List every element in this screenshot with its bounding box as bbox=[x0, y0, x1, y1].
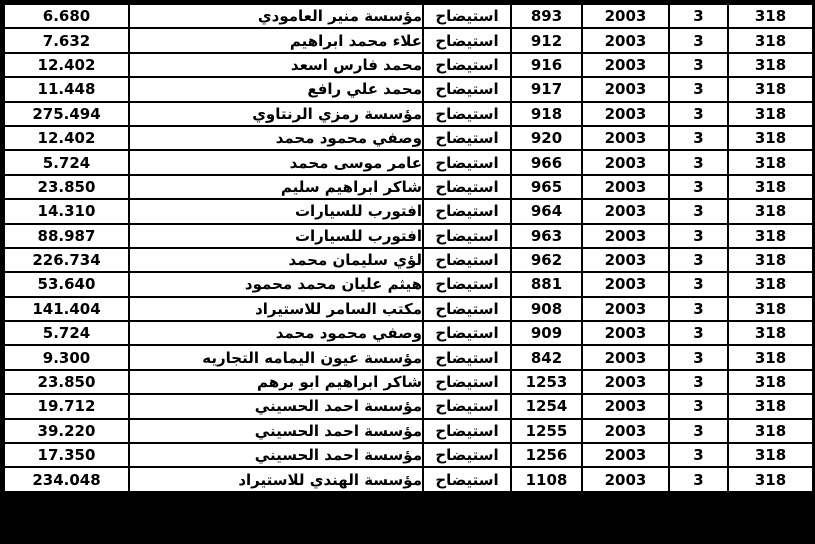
table-row bbox=[5, 29, 812, 51]
records-table bbox=[3, 3, 814, 493]
amount-cell[interactable]: 5.724 bbox=[5, 322, 128, 344]
amount-cell[interactable]: 141.404 bbox=[5, 298, 128, 320]
account-cell[interactable]: 318 bbox=[729, 176, 812, 198]
code-cell[interactable]: 3 bbox=[670, 127, 727, 149]
type-cell[interactable]: استيضاح bbox=[424, 103, 510, 125]
name-cell[interactable]: مؤسسة رمزي الرنتاوي bbox=[130, 103, 422, 125]
table-row bbox=[5, 468, 812, 490]
type-cell[interactable]: استيضاح bbox=[424, 127, 510, 149]
amount-cell[interactable]: 14.310 bbox=[5, 200, 128, 222]
code-cell[interactable]: 3 bbox=[670, 151, 727, 173]
account-cell[interactable]: 318 bbox=[729, 444, 812, 466]
table-row bbox=[5, 176, 812, 198]
name-cell[interactable]: مؤسسة احمد الحسيني bbox=[130, 444, 422, 466]
account-cell[interactable]: 318 bbox=[729, 200, 812, 222]
number-cell[interactable]: 912 bbox=[512, 29, 581, 51]
code-cell[interactable]: 3 bbox=[670, 395, 727, 417]
year-cell[interactable]: 2003 bbox=[583, 395, 668, 417]
amount-cell[interactable]: 11.448 bbox=[5, 78, 128, 100]
year-cell[interactable]: 2003 bbox=[583, 322, 668, 344]
name-cell[interactable]: شاكر ابراهيم سليم bbox=[130, 176, 422, 198]
account-cell[interactable]: 318 bbox=[729, 395, 812, 417]
account-cell[interactable]: 318 bbox=[729, 151, 812, 173]
type-cell[interactable]: استيضاح bbox=[424, 78, 510, 100]
number-cell[interactable]: 842 bbox=[512, 346, 581, 368]
code-cell[interactable]: 3 bbox=[670, 420, 727, 442]
name-cell[interactable]: مؤسسة احمد الحسيني bbox=[130, 420, 422, 442]
year-cell[interactable]: 2003 bbox=[583, 29, 668, 51]
number-cell[interactable]: 881 bbox=[512, 273, 581, 295]
code-cell[interactable]: 3 bbox=[670, 176, 727, 198]
table-row bbox=[5, 444, 812, 466]
name-cell[interactable]: هيثم عليان محمد محمود bbox=[130, 273, 422, 295]
amount-cell[interactable]: 39.220 bbox=[5, 420, 128, 442]
amount-cell[interactable]: 88.987 bbox=[5, 225, 128, 247]
type-cell[interactable]: استيضاح bbox=[424, 346, 510, 368]
table-row bbox=[5, 371, 812, 393]
table-row bbox=[5, 5, 812, 27]
year-cell[interactable]: 2003 bbox=[583, 249, 668, 271]
amount-cell[interactable]: 19.712 bbox=[5, 395, 128, 417]
code-cell[interactable]: 3 bbox=[670, 298, 727, 320]
name-cell[interactable]: محمد فارس اسعد bbox=[130, 54, 422, 76]
code-cell[interactable]: 3 bbox=[670, 444, 727, 466]
name-cell[interactable]: مؤسسة الهندي للاستيراد bbox=[130, 468, 422, 490]
year-cell[interactable]: 2003 bbox=[583, 103, 668, 125]
number-cell[interactable]: 908 bbox=[512, 298, 581, 320]
account-cell[interactable]: 318 bbox=[729, 54, 812, 76]
table-row bbox=[5, 78, 812, 100]
code-cell[interactable]: 3 bbox=[670, 371, 727, 393]
code-cell[interactable]: 3 bbox=[670, 225, 727, 247]
amount-cell[interactable]: 226.734 bbox=[5, 249, 128, 271]
type-cell[interactable]: استيضاح bbox=[424, 5, 510, 27]
amount-cell[interactable]: 12.402 bbox=[5, 54, 128, 76]
table-body bbox=[5, 5, 812, 491]
name-cell[interactable]: مكتب السامر للاستيراد bbox=[130, 298, 422, 320]
table-row bbox=[5, 273, 812, 295]
table-row bbox=[5, 395, 812, 417]
account-cell[interactable]: 318 bbox=[729, 103, 812, 125]
type-cell[interactable]: استيضاح bbox=[424, 200, 510, 222]
number-cell[interactable]: 920 bbox=[512, 127, 581, 149]
account-cell[interactable]: 318 bbox=[729, 468, 812, 490]
number-cell[interactable]: 1255 bbox=[512, 420, 581, 442]
number-cell[interactable]: 917 bbox=[512, 78, 581, 100]
account-cell[interactable]: 318 bbox=[729, 78, 812, 100]
number-cell[interactable]: 893 bbox=[512, 5, 581, 27]
code-cell[interactable]: 3 bbox=[670, 468, 727, 490]
year-cell[interactable]: 2003 bbox=[583, 5, 668, 27]
account-cell[interactable]: 318 bbox=[729, 225, 812, 247]
table-row bbox=[5, 322, 812, 344]
account-cell[interactable]: 318 bbox=[729, 346, 812, 368]
name-cell[interactable]: علاء محمد ابراهيم bbox=[130, 29, 422, 51]
code-cell[interactable]: 3 bbox=[670, 29, 727, 51]
name-cell[interactable]: مؤسسة احمد الحسيني bbox=[130, 395, 422, 417]
table-row bbox=[5, 249, 812, 271]
account-cell[interactable]: 318 bbox=[729, 29, 812, 51]
amount-cell[interactable]: 23.850 bbox=[5, 371, 128, 393]
code-cell[interactable]: 3 bbox=[670, 200, 727, 222]
code-cell[interactable]: 3 bbox=[670, 78, 727, 100]
year-cell[interactable]: 2003 bbox=[583, 225, 668, 247]
number-cell[interactable]: 966 bbox=[512, 151, 581, 173]
account-cell[interactable]: 318 bbox=[729, 127, 812, 149]
code-cell[interactable]: 3 bbox=[670, 322, 727, 344]
amount-cell[interactable]: 234.048 bbox=[5, 468, 128, 490]
type-cell[interactable]: استيضاح bbox=[424, 151, 510, 173]
name-cell[interactable]: وصفي محمود محمد bbox=[130, 127, 422, 149]
number-cell[interactable]: 964 bbox=[512, 200, 581, 222]
table-row bbox=[5, 346, 812, 368]
amount-cell[interactable]: 23.850 bbox=[5, 176, 128, 198]
year-cell[interactable]: 2003 bbox=[583, 298, 668, 320]
type-cell[interactable]: استيضاح bbox=[424, 468, 510, 490]
table-row bbox=[5, 225, 812, 247]
type-cell[interactable]: استيضاح bbox=[424, 249, 510, 271]
name-cell[interactable]: مؤسسة عيون اليمامه التجاريه bbox=[130, 346, 422, 368]
table-row bbox=[5, 127, 812, 149]
year-cell[interactable]: 2003 bbox=[583, 78, 668, 100]
code-cell[interactable]: 3 bbox=[670, 103, 727, 125]
code-cell[interactable]: 3 bbox=[670, 5, 727, 27]
code-cell[interactable]: 3 bbox=[670, 54, 727, 76]
number-cell[interactable]: 963 bbox=[512, 225, 581, 247]
name-cell[interactable]: مؤسسة منير العامودي bbox=[130, 5, 422, 27]
year-cell[interactable]: 2003 bbox=[583, 444, 668, 466]
account-cell[interactable]: 318 bbox=[729, 298, 812, 320]
name-cell[interactable]: شاكر ابراهيم ابو برهم bbox=[130, 371, 422, 393]
type-cell[interactable]: استيضاح bbox=[424, 54, 510, 76]
year-cell[interactable]: 2003 bbox=[583, 371, 668, 393]
account-cell[interactable]: 318 bbox=[729, 249, 812, 271]
year-cell[interactable]: 2003 bbox=[583, 346, 668, 368]
number-cell[interactable]: 1254 bbox=[512, 395, 581, 417]
name-cell[interactable]: عامر موسى محمد bbox=[130, 151, 422, 173]
year-cell[interactable]: 2003 bbox=[583, 151, 668, 173]
table-row bbox=[5, 200, 812, 222]
type-cell[interactable]: استيضاح bbox=[424, 371, 510, 393]
type-cell[interactable]: استيضاح bbox=[424, 322, 510, 344]
type-cell[interactable]: استيضاح bbox=[424, 395, 510, 417]
name-cell[interactable]: محمد علي رافع bbox=[130, 78, 422, 100]
number-cell[interactable]: 1253 bbox=[512, 371, 581, 393]
table-row bbox=[5, 298, 812, 320]
number-cell[interactable]: 916 bbox=[512, 54, 581, 76]
number-cell[interactable]: 1108 bbox=[512, 468, 581, 490]
code-cell[interactable]: 3 bbox=[670, 249, 727, 271]
year-cell[interactable]: 2003 bbox=[583, 176, 668, 198]
amount-cell[interactable]: 53.640 bbox=[5, 273, 128, 295]
table-row bbox=[5, 151, 812, 173]
number-cell[interactable]: 909 bbox=[512, 322, 581, 344]
name-cell[interactable]: لؤي سليمان محمد bbox=[130, 249, 422, 271]
type-cell[interactable]: استيضاح bbox=[424, 444, 510, 466]
type-cell[interactable]: استيضاح bbox=[424, 298, 510, 320]
amount-cell[interactable]: 12.402 bbox=[5, 127, 128, 149]
table-row bbox=[5, 54, 812, 76]
number-cell[interactable]: 965 bbox=[512, 176, 581, 198]
account-cell[interactable]: 318 bbox=[729, 322, 812, 344]
amount-cell[interactable]: 275.494 bbox=[5, 103, 128, 125]
year-cell[interactable]: 2003 bbox=[583, 420, 668, 442]
year-cell[interactable]: 2003 bbox=[583, 127, 668, 149]
type-cell[interactable]: استيضاح bbox=[424, 420, 510, 442]
table-row bbox=[5, 103, 812, 125]
type-cell[interactable]: استيضاح bbox=[424, 176, 510, 198]
year-cell[interactable]: 2003 bbox=[583, 468, 668, 490]
amount-cell[interactable]: 7.632 bbox=[5, 29, 128, 51]
number-cell[interactable]: 918 bbox=[512, 103, 581, 125]
year-cell[interactable]: 2003 bbox=[583, 273, 668, 295]
type-cell[interactable]: استيضاح bbox=[424, 29, 510, 51]
amount-cell[interactable]: 9.300 bbox=[5, 346, 128, 368]
type-cell[interactable]: استيضاح bbox=[424, 273, 510, 295]
code-cell[interactable]: 3 bbox=[670, 273, 727, 295]
number-cell[interactable]: 962 bbox=[512, 249, 581, 271]
amount-cell[interactable]: 17.350 bbox=[5, 444, 128, 466]
type-cell[interactable]: استيضاح bbox=[424, 225, 510, 247]
name-cell[interactable]: وصفي محمود محمد bbox=[130, 322, 422, 344]
account-cell[interactable]: 318 bbox=[729, 273, 812, 295]
account-cell[interactable]: 318 bbox=[729, 5, 812, 27]
year-cell[interactable]: 2003 bbox=[583, 54, 668, 76]
code-cell[interactable]: 3 bbox=[670, 346, 727, 368]
amount-cell[interactable]: 6.680 bbox=[5, 5, 128, 27]
account-cell[interactable]: 318 bbox=[729, 371, 812, 393]
table-row bbox=[5, 420, 812, 442]
account-cell[interactable]: 318 bbox=[729, 420, 812, 442]
year-cell[interactable]: 2003 bbox=[583, 200, 668, 222]
number-cell[interactable]: 1256 bbox=[512, 444, 581, 466]
name-cell[interactable]: افتورب للسيارات bbox=[130, 225, 422, 247]
amount-cell[interactable]: 5.724 bbox=[5, 151, 128, 173]
name-cell[interactable]: افتورب للسيارات bbox=[130, 200, 422, 222]
